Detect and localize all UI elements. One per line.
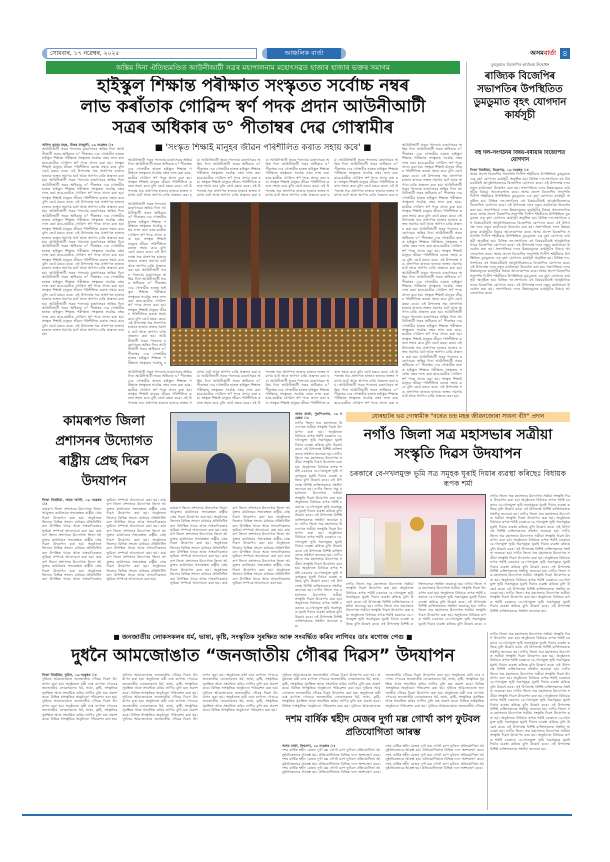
lead-byline: অনিল কুমাৰ মহন্ত, উত্তৰ মাজুলী, ১৬ নৱেম্বৰ ঃ <box>42 143 114 147</box>
right-bottom-text: নগাঁও জিলা সত্ৰ মহাসভাৰ উদ্যোগত সত্ৰীয়া সংস্কৃতি দিৱস উদযাপন কৰা হয়। অনুষ্ঠানত বিধায়ক ৰূপক শৰ্মাই চৰকাৰে বে-দখলমুক্ত ভূমি সত্ৰসমূহক ঘূৰাই দিয়াৰ ব্যৱস্থা কৰিছে বুলি উল্লেখ কৰে। এই উপলক্ষে বিশিষ্ট ব্যক্তিসকলক সম্বৰ্ধনা জনোৱা হয়। নগাঁও জিলা সত্ৰ মহাসভাৰ উদ্যোগত সত্ৰীয়া সংস্কৃতি দিৱস উদযাপন কৰা হয়। অনুষ্ঠানত বিধায়ক ৰূপক শৰ্মাই চৰকাৰে বে-দখলমুক্ত ভূমি সত্ৰসমূহক ঘূৰাই দিয়াৰ ব্যৱস্থা কৰিছে বুলি উল্লেখ কৰে। এই উপলক্ষে বিশিষ্ট ব্যক্তিসকলক সম্বৰ্ধনা জনোৱা হয়। নগাঁও জিলা সত্ৰ মহাসভাৰ উদ্যোগত সত্ৰীয়া সংস্কৃতি দিৱস উদযাপন কৰা হয়। অনুষ্ঠানত বিধায়ক ৰূপক শৰ্মাই চৰকাৰে বে-দখলমুক্ত ভূমি সত্ৰসমূহক ঘূৰাই দিয়াৰ ব্যৱস্থা কৰিছে বুলি উল্লেখ কৰে। এই উপলক্ষে বিশিষ্ট ব্যক্তিসকলক সম্বৰ্ধনা জনোৱা হয়। নগাঁও জিলা সত্ৰ মহাসভাৰ উদ্যোগত সত্ৰীয়া সংস্কৃতি দিৱস উদযাপন কৰা হয়। অনুষ্ঠানত বিধায়ক ৰূপক শৰ্মাই চৰকাৰে বে-দখলমুক্ত ভূমি সত্ৰসমূহক ঘূৰাই দিয়াৰ ব্যৱস্থা কৰিছে বুলি উল্লেখ কৰে। এই উপলক্ষে বিশিষ্ট ব্যক্তিসকলক সম্বৰ্ধনা জনোৱা হয়। নগাঁও জিলা সত্ৰ মহাসভাৰ উদ্যোগত সত্ৰীয়া সংস্কৃতি দিৱস উদযাপন কৰা হয়। অনুষ্ঠানত বিধায়ক ৰূপক শৰ্মাই চৰকাৰে বে-দখলমুক্ত ভূমি সত্ৰসমূহক ঘূৰাই দিয়াৰ ব্যৱস্থা কৰিছে বুলি উল্লেখ কৰে। এই উপলক্ষে বিশিষ্ট ব্যক্তিসকলক সম্বৰ্ধনা জনোৱা হয়। নগাঁও জিলা সত্ৰ মহাসভাৰ উদ্যোগত সত্ৰীয়া সংস্কৃতি দিৱস উদযাপন কৰা হয়। অনুষ্ঠানত বিধায়ক ৰূপক শৰ্মাই চৰকাৰে বে-দখলমুক্ত ভূমি সত্ৰসমূহক ঘূৰাই দিয়াৰ ব্যৱস্থা কৰিছে বুলি উল্লেখ কৰে। এই উপলক্ষে বিশিষ্ট ব্যক্তিসকলক সম্বৰ্ধনা জনোৱা হয়। <box>490 632 570 751</box>
lead-body-col2 <box>128 202 166 366</box>
nagaon-text-lower: নগাঁও জিলা সত্ৰ মহাসভাৰ উদ্যোগত সত্ৰীয়া সংস্কৃতি দিৱস উদযাপন কৰা হয়। অনুষ্ঠানত বিধায়ক ৰূপক শৰ্মাই চৰকাৰে বে-দখলমুক্ত ভূমি সত্ৰসমূহক ঘূৰাই দিয়াৰ ব্যৱস্থা কৰিছে বুলি উল্লেখ কৰে। এই উপলক্ষে বিশিষ্ট ব্যক্তিসকলক সম্বৰ্ধনা জনোৱা হয়। নগাঁও জিলা সত্ৰ মহাসভাৰ উদ্যোগত সত্ৰীয়া সংস্কৃতি দিৱস উদযাপন কৰা হয়। অনুষ্ঠানত বিধায়ক ৰূপক শৰ্মাই চৰকাৰে বে-দখলমুক্ত ভূমি সত্ৰসমূহক ঘূৰাই দিয়াৰ ব্যৱস্থা কৰিছে বুলি উল্লেখ কৰে। এই উপলক্ষে বিশিষ্ট ব্যক্তিসকলক সম্বৰ্ধনা জনোৱা হয়। নগাঁও জিলা সত্ৰ মহাসভাৰ উদ্যোগত সত্ৰীয়া সংস্কৃতি দিৱস উদযাপন কৰা হয়। অনুষ্ঠানত বিধায়ক ৰূপক শৰ্মাই চৰকাৰে বে-দখলমুক্ত ভূমি সত্ৰসমূহক ঘূৰাই দিয়াৰ ব্যৱস্থা কৰিছে বুলি উল্লেখ কৰে। এই উপলক্ষে বিশিষ্ট ব্যক্তিসকলক সম্বৰ্ধনা জনোৱা হয়। নগাঁও জিলা সত্ৰ মহাসভাৰ উদ্যোগত সত্ৰীয়া সংস্কৃতি দিৱস উদযাপন কৰা হয়। অনুষ্ঠানত বিধায়ক ৰূপক শৰ্মাই চৰকাৰে বে-দখলমুক্ত ভূমি সত্ৰসমূহক ঘূৰাই দিয়াৰ ব্যৱস্থা কৰিছে বুলি উল্লেখ কৰে। এ <box>346 582 486 626</box>
page-number: ৪ <box>560 48 570 59</box>
press-day-text-cont: কামৰূপ জিলা প্ৰশাসনৰ উদ্যোগত জিলা আয়ুক্তৰ কাৰ্যালয়ৰ সভাকক্ষত ৰাষ্ট্ৰীয় প্ৰেছ দিৱস উদযাপন কৰা হয়। অনুষ্ঠানত জিলাৰ বিভিন্ন সংবাদ মাধ্যমৰ প্ৰতিনিধিসকল উপস্থিত থাকে আৰু সাংবাদিকতাৰ ভূমিকা সম্পৰ্কে আলোচনা কৰা হয়। কামৰূপ জিলা প্ৰশাসনৰ উদ্যোগত জিলা আয়ুক্তৰ কাৰ্যালয়ৰ সভাকক্ষত ৰাষ্ট্ৰীয় প্ৰেছ দিৱস উদযাপন কৰা হয়। অনুষ্ঠানত জিলাৰ বিভিন্ন সংবাদ মাধ্যমৰ প্ৰতিনিধিসকল উপস্থিত থাকে আৰু সাংবাদিকতাৰ ভূমিকা সম্পৰ্কে আলোচনা কৰা হয়। কামৰূপ জিলা প্ৰশাসনৰ উদ্যোগত জিলা আয়ুক্তৰ কাৰ্যালয়ৰ সভাকক্ষত ৰাষ্ট্ৰীয় প্ৰেছ দিৱস উদযাপন কৰা হয়। অনুষ্ঠানত জিলাৰ বিভিন্ন সংবাদ মাধ্যমৰ প্ৰতিনিধিসকল উপস্থিত থাকে আৰু সাংবাদিকতাৰ ভূমিকা সম্পৰ্কে আলোচনা কৰা হয়। কামৰূপ জিলা প্ৰশাসনৰ উদ্যোগত জিলা আয়ুক্তৰ কাৰ্যালয়ৰ সভাকক্ষত ৰাষ্ট্ৰীয় প্ৰেছ দিৱস উদযাপন কৰা হয়। অনুষ্ঠানত জিলাৰ বিভিন্ন সংবাদ মাধ্যমৰ প্ৰতিনিধিসকল উপস্থিত থাকে আৰু সাংবাদিকতাৰ ভূমিকা সম্পৰ্কে আলোচনা কৰা হয়। কামৰূপ জিলা প্ৰশাসনৰ উদ্যোগত জিলা আয়ুক্তৰ কাৰ্যালয়ৰ সভাকক্ষত ৰাষ্ট্ৰীয় প্ৰেছ দিৱস উদযাপন কৰা হয়। অনুষ্ঠানত জিলাৰ বিভিন্ন সংবাদ মাধ্যমৰ প্ৰতিনিধিসকল উপস্থিত থাকে আৰু সাংবাদিকতাৰ ভূমিকা সম্পৰ্কে আলোচনা কৰা হয়। কামৰূপ জিলা প্ৰশাসনৰ উদ্যোগত জিলা আয়ুক্তৰ কাৰ্যালয়ৰ সভাকক্ষত ৰাষ্ট্ৰীয় প্ৰেছ দিৱস উদযাপন কৰা হয়। অনুষ্ঠানত জিলাৰ বিভিন্ন সংবাদ মাধ্যমৰ প্ৰতিনিধিসকল উপস্থিত থাকে আৰু সাংবাদিকতাৰ ভূমিকা সম্পৰ্কে আলোচনা কৰা হয়। <box>170 506 290 585</box>
right-bottom-body <box>490 632 570 810</box>
lead-photo-lamps <box>170 202 398 366</box>
lead-headline-line3: সত্ৰৰ অধিকাৰ ড° পীতাম্বৰ দেৱ গোস্বামীৰ <box>112 118 394 138</box>
section-label: আঞ্চলিক বাৰ্তা <box>262 48 346 59</box>
award-strip: যোৰহাটৰ ভৱ গোস্বামীক "বৰেত চন্দ্ৰ মহন্ত জীৱনজোৰা সাধনা বঁটা" প্ৰদান <box>346 412 570 422</box>
right-story-byline: নিজা বিষয়ীয়া, ডিব্ৰুগড়, ১৬ নৱেম্বৰ ঃ <box>470 168 529 172</box>
crowd-shape <box>171 298 398 328</box>
lead-body: আউনীআটী সত্ৰৰ পালনাম মহোৎসৱৰ অন্তিম দিনা আউনীআটী সত্ৰৰ অধিকাৰ ড° পীতাম্বৰ দেৱ গোস্বামীৰ হাতত হাইস্কুল শিক্ষান্ত পৰীক্ষাত সংস্কৃতত সৰ্বোচ্চ নম্বৰ লাভ কৰা ছাত্ৰ-ছাত্ৰীক গোৱিন্দ স্বৰ্ণ পদক প্ৰদান কৰা হয়। সংস্কৃত শিক্ষাই মানুহৰ জীৱন পৰিশীলিত কৰাত সহায় কৰে বুলি তেওঁ মন্তব্য কৰে। এই উপলক্ষে সত্ৰ প্ৰাংগণত হাজাৰ হাজাৰ ভক্তৰ সমাগম ঘটে আৰু অগণন চাকি প্ৰজ্বলন কৰা হয়। আউনীআটী সত্ৰৰ পালনাম মহোৎসৱৰ অন্তিম দিনা আউনীআটী সত্ৰৰ অধিকাৰ ড° পীতাম্বৰ দেৱ গোস্বামীৰ হাতত হাইস্কুল শিক্ষান্ত পৰীক্ষাত সংস্কৃতত সৰ্বোচ্চ নম্বৰ লাভ কৰা ছাত্ৰ-ছাত্ৰীক গোৱিন্দ স্বৰ্ণ পদক প্ৰদান কৰা হয়। সংস্কৃত শিক্ষাই মানুহৰ জীৱন পৰিশীলিত কৰাত সহায় কৰে বুলি তেওঁ মন্তব্য কৰে। এই উপলক্ষে সত্ৰ প্ৰাংগণত হাজাৰ হাজাৰ ভক্তৰ সমাগম ঘটে আৰু অগণন চাকি প্ৰজ্বলন কৰা হয়। আউনীআটী সত্ৰৰ পালনাম মহোৎসৱৰ অন্তিম দিনা আউনীআটী সত্ৰৰ অধিকাৰ ড° পীতাম্বৰ দেৱ গোস্বামীৰ হাতত হাইস্কুল শিক্ষান্ত পৰীক্ষাত সংস্কৃতত সৰ্বোচ্চ নম্বৰ লাভ কৰা ছাত্ৰ-ছাত্ৰীক গোৱিন্দ স্বৰ্ণ পদক প্ৰদান কৰা হয়। সংস্কৃত শিক্ষাই মানুহৰ জীৱন পৰিশীলিত কৰাত সহায় কৰে বুলি তেওঁ মন্তব্য কৰে। এই উপলক্ষে সত্ৰ প্ৰাংগণত হাজাৰ হাজাৰ ভক্তৰ সমাগম ঘটে আৰু অগণন চাকি প্ৰজ্বলন কৰা হয়। আউনীআটী সত্ৰৰ পালনাম মহোৎসৱৰ অন্তিম দিনা আউনীআটী সত্ৰৰ অধিকাৰ ড° পীতাম্বৰ দেৱ গোস্বামীৰ হাতত হাইস্কুল শিক্ষান্ত পৰীক্ষাত সংস্কৃতত সৰ্বোচ্চ নম্বৰ লাভ কৰা ছাত্ৰ-ছাত্ৰীক গোৱিন্দ স্বৰ্ণ পদক প্ৰদান কৰা হয়। সংস্কৃত শিক্ষাই মানুহৰ জীৱন পৰিশীলিত কৰাত সহায় কৰে বুলি তেওঁ মন্তব্য কৰে। এই উপলক্ষে সত্ৰ প্ৰাংগণত হাজাৰ হাজাৰ ভক্তৰ সমাগম ঘটে আৰু অগণন চাকি প্ৰজ্বলন কৰা হয়। আউনীআটী সত্ৰৰ পালনাম মহোৎসৱৰ অন্তিম দিনা আউনীআটী সত্ৰৰ অধিকাৰ ড° পীতাম্বৰ দেৱ গোস্বামীৰ হাতত হাইস্কুল শিক্ষান্ত পৰীক্ষাত সংস্কৃতত সৰ্বোচ্চ নম্বৰ লাভ কৰা ছাত্ৰ-ছাত্ৰীক গোৱিন্দ স্বৰ্ণ পদক প্ৰদান কৰা হয়। সংস্কৃত শিক্ষাই মানুহৰ জীৱন পৰিশীলিত কৰাত সহায় কৰে বুলি তেওঁ মন্তব্য কৰে। এই উপলক্ষে সত্ৰ প্ৰাংগণত হাজাৰ হাজাৰ ভক্তৰ সমাগম ঘটে আৰু অগণন চাকি প্ৰজ্বলন কৰা হয়। আউনীআটী সত্ৰৰ পালনাম মহোৎসৱৰ অন্তিম দিনা আউনীআটী সত্ৰৰ অধিকাৰ ড° পীতাম্বৰ দেৱ গোস্বামীৰ হাতত হাইস্কুল শিক্ষান্ত পৰীক্ষাত সংস্কৃতত সৰ্বোচ্চ নম্বৰ লাভ কৰা ছাত্ৰ-ছাত্ৰীক গোৱিন্দ স্বৰ্ণ পদক প্ৰদান কৰা হয়। সংস্কৃত শিক্ষাই মানুহৰ জীৱন পৰিশীলিত কৰাত সহায় কৰে বুলি তেওঁ মন্তব্য কৰে। এই উপলক্ষে সত্ৰ প্ৰাংগণত হাজাৰ হাজাৰ ভক্তৰ সমাগম ঘটে আৰু অগণন চাকি প্ৰজ্বলন কৰা হয়। <box>42 147 124 337</box>
page-header <box>40 48 570 59</box>
lamps-shape <box>171 328 398 366</box>
person-shape <box>385 522 401 575</box>
lead-headline-line2: লাভ কৰাঁতাক গোৱিন্দ স্বৰ্ণ পদক প্ৰদান আউনীআটী <box>80 97 426 117</box>
nagaon-photo <box>346 494 486 578</box>
tribal-body-col4 <box>282 673 484 709</box>
tribal-body <box>42 673 278 810</box>
banner-shape <box>177 421 217 451</box>
nagaon-subheadline: চৰকাৰে বে-দখলমুক্ত ভূমি সত্ৰ সমূহক ঘূৰাই দিয়াৰ ব্যৱস্থা কৰিছেঃ বিধায়ক ৰূপক শৰ্মা <box>349 469 567 488</box>
press-day-body <box>42 498 166 628</box>
masthead-brand <box>530 48 556 59</box>
lead-body-col5-text: আউনীআটী সত্ৰৰ পালনাম মহোৎসৱৰ অন্তিম দিনা আউনীআটী সত্ৰৰ অধিকাৰ ড° পীতাম্বৰ দেৱ গোস্বামীৰ হাতত হাইস্কুল শিক্ষান্ত পৰীক্ষাত সংস্কৃতত সৰ্বোচ্চ নম্বৰ লাভ কৰা ছাত্ৰ-ছাত্ৰীক গোৱিন্দ স্বৰ্ণ পদক প্ৰদান কৰা হয়। সংস্কৃত শিক্ষাই মানুহৰ জীৱন পৰিশীলিত কৰাত সহায় কৰে বুলি তেওঁ মন্তব্য কৰে। এই উপলক্ষে সত্ৰ প্ৰাংগণত হাজাৰ হাজাৰ ভক্তৰ সমাগম ঘটে আৰু অগণন চাকি প্ৰজ্বলন কৰা হয়। আউনীআটী সত্ৰৰ পালনাম মহোৎসৱৰ অন্তিম দিনা আউনীআটী সত্ৰৰ অধিকাৰ ড° পীতাম্বৰ দেৱ গোস্বামীৰ হাতত হাইস্কুল শিক্ষান্ত পৰীক্ষাত সংস্কৃতত সৰ্বোচ্চ নম্বৰ লাভ কৰা ছাত্ৰ-ছাত্ৰীক গোৱিন্দ স্বৰ্ণ পদক প্ৰদান কৰা হয়। সংস্কৃত শিক্ষাই মানুহৰ জীৱন পৰিশীলিত কৰাত সহায় কৰে বুলি তেওঁ মন্তব্য কৰে। এই উপলক্ষে সত্ৰ প্ৰাংগণত হাজাৰ হাজাৰ ভক্তৰ সমাগম ঘটে আৰু অগণন চাকি প্ৰজ্বলন কৰা হয়। আউনীআটী সত্ৰৰ পালনাম মহোৎসৱৰ অন্তিম দিনা আউনীআটী সত্ৰৰ অধিকাৰ ড° পীতাম্বৰ দেৱ গোস্বামীৰ হাতত হাইস্কুল শিক্ষান্ত পৰীক্ষাত সংস্কৃতত সৰ্বোচ্চ নম্বৰ লাভ কৰা ছাত্ৰ-ছাত্ৰীক গোৱিন্দ স্বৰ্ণ পদক প্ৰদান কৰা হয়। সংস্কৃত শিক্ষাই মানুহৰ জীৱন পৰিশীলিত কৰাত সহায় কৰে বুলি তেওঁ মন্তব্য কৰে। এই উপলক্ষে সত্ৰ প্ৰাংগণত হাজাৰ হাজাৰ ভক্তৰ সমাগম ঘটে আৰু অগণন চাকি প্ৰজ্বলন কৰা হয়। আউনীআটী সত্ৰৰ পালনাম মহোৎসৱৰ অন্তিম দিনা আউনীআটী সত্ৰৰ অধিকাৰ ড° পীতাম্বৰ দেৱ গোস্বামীৰ হাতত হাইস্কুল শিক্ষান্ত পৰীক্ষাত সংস্কৃতত সৰ্বোচ্চ নম্বৰ লাভ কৰা ছাত্ৰ-ছাত্ৰীক গোৱিন্দ স্বৰ্ণ পদক প্ৰদান কৰা হয়। সংস্কৃত শিক্ষাই মানুহৰ জীৱন পৰিশীলিত কৰাত সহায় কৰে বুলি তেওঁ মন্তব্য কৰে। এই উপলক্ষে সত্ৰ প্ৰাংগণত হাজাৰ হাজাৰ ভক্তৰ সমাগম ঘটে আৰু অগণন চাকি প্ৰজ্বলন কৰা হয়। আউনীআটী সত্ৰৰ পালনাম মহোৎসৱৰ অন্তিম দিনা আউনীআটী সত্ৰৰ অধিকাৰ ড° পীতাম্বৰ দেৱ গোস্বামীৰ হাতত হাইস্কুল শিক্ষান্ত পৰীক্ষাত সংস্কৃতত সৰ্বোচ্চ নম্বৰ লাভ কৰা ছাত্ৰ-ছাত্ৰীক গোৱিন্দ স্বৰ্ণ পদক প্ৰদান কৰা হয়। সংস্কৃত শিক্ষাই মানুহৰ জীৱন পৰিশীলিত কৰাত সহায় কৰে বুলি তেওঁ মন্তব্য কৰে। এই উপলক্ষে সত্ৰ প্ৰাংগণত হাজাৰ হাজাৰ ভক্তৰ সমাগম ঘটে আৰু অগণন চাকি প্ৰজ্বলন কৰা হয়। আউনীআটী সত্ৰৰ পালনাম মহোৎসৱৰ অন্তিম দিনা আউনীআটী সত্ৰৰ অধিকাৰ ড° পীতাম্বৰ দেৱ গোস্বামীৰ হাতত হাইস্কুল শিক্ষান্ত পৰীক্ষাত সংস্কৃতত সৰ্বোচ্চ নম্বৰ লাভ কৰা ছাত্ৰ-ছাত্ৰীক গোৱিন্দ স্বৰ্ণ পদক প্ৰদান কৰা হয়। সংস্কৃত শিক্ষাই মানুহৰ জীৱন পৰিশীলিত কৰাত সহায় কৰে বুলি তেওঁ মন্তব্য কৰে। এই উপলক্ষে সত্ৰ প্ৰাংগণত হাজাৰ হাজাৰ ভক্তৰ সমাগম ঘটে আৰু অগণন চাকি প্ৰজ্বলন কৰা হয়। <box>402 143 462 399</box>
newspaper-page <box>40 48 570 812</box>
press-day-text: কামৰূপ জিলা প্ৰশাসনৰ উদ্যোগত জিলা আয়ুক্তৰ কাৰ্যালয়ৰ সভাকক্ষত ৰাষ্ট্ৰীয় প্ৰেছ দিৱস উদযাপন কৰা হয়। অনুষ্ঠানত জিলাৰ বিভিন্ন সংবাদ মাধ্যমৰ প্ৰতিনিধিসকল উপস্থিত থাকে আৰু সাংবাদিকতাৰ ভূমিকা সম্পৰ্কে আলোচনা কৰা হয়। কামৰূপ জিলা প্ৰশাসনৰ উদ্যোগত জিলা আয়ুক্তৰ কাৰ্যালয়ৰ সভাকক্ষত ৰাষ্ট্ৰীয় প্ৰেছ দিৱস উদযাপন কৰা হয়। অনুষ্ঠানত জিলাৰ বিভিন্ন সংবাদ মাধ্যমৰ প্ৰতিনিধিসকল উপস্থিত থাকে আৰু সাংবাদিকতাৰ ভূমিকা সম্পৰ্কে আলোচনা কৰা হয়। কামৰূপ জিলা প্ৰশাসনৰ উদ্যোগত জিলা আয়ুক্তৰ কাৰ্যালয়ৰ সভাকক্ষত ৰাষ্ট্ৰীয় প্ৰেছ দিৱস উদযাপন কৰা হয়। অনুষ্ঠানত জিলাৰ বিভিন্ন সংবাদ মাধ্যমৰ প্ৰতিনিধিসকল উপস্থিত থাকে আৰু সাংবাদিকতাৰ ভূমিকা সম্পৰ্কে আলোচনা কৰা হয়। কামৰূপ জিলা প্ৰশাসনৰ উদ্যোগত জিলা আয়ুক্তৰ কাৰ্যালয়ৰ সভাকক্ষত ৰাষ্ট্ৰীয় প্ৰেছ দিৱস উদযাপন কৰা হয়। অনুষ্ঠানত জিলাৰ বিভিন্ন সংবাদ মাধ্যমৰ প্ৰতিনিধিসকল উপস্থিত থাকে আৰু সাংবাদিকতাৰ ভূমিকা সম্পৰ্কে আলোচনা কৰা হয়। কামৰূপ জিলা প্ৰশাসনৰ উদ্যোগত জিলা আয়ুক্তৰ কাৰ্যালয়ৰ সভাকক্ষত ৰাষ্ট্ৰীয় প্ৰেছ দিৱস উদযাপন কৰা হয়। অনুষ্ঠানত জিলাৰ বিভিন্ন সংবাদ মাধ্যমৰ প্ৰতিনিধিসকল উপস্থিত থাকে আৰু সাংবাদিকতাৰ ভূমিকা সম্পৰ্কে আলোচনা কৰা হয়। কামৰূপ জিলা প্ৰশাসনৰ উদ্যোগত জিলা আয়ুক্তৰ কাৰ্যালয়ৰ সভাকক্ষত ৰাষ্ট্ৰীয় প্ৰেছ দিৱস উদযাপন কৰা হয়। অনুষ্ঠানত জিলাৰ বিভিন্ন সংবাদ মাধ্যমৰ প্ৰতিনিধিসকল উপস্থিত থাকে আৰু সাংবাদিকতাৰ ভূমিকা সম্পৰ্কে আলোচনা কৰা হয়। <box>42 498 166 582</box>
lead-body-upper <box>128 158 398 198</box>
press-day-body-cont <box>170 506 290 628</box>
nagaon-body-right <box>490 494 570 628</box>
column-divider <box>487 632 488 810</box>
right-story-kicker: ডুমডুমাত বিজেপিৰ কাৰ্যালয় উদ্বোধন <box>490 62 550 67</box>
press-day-byline: নিজা বিষয়ীয়া, অমৰ আলী, ১৬ নৱেম্বৰ ঃ <box>42 498 102 507</box>
tribal-text: দুধনৈৰ আমজোঙাত জনজাতীয় গৌৰৱ দিৱস উদযাপন কৰা হয়। অনুষ্ঠানত মন্ত্ৰী ডাঃ ৰণোজ পেগুৱে জনজাতীয় লোকসকলৰ ধৰ্ম, ভাষা, কৃষ্টি, সংস্কৃতিক সুৰক্ষিত আৰু সংবৰ্দ্ধিত কৰিব লাগিব বুলি মত প্ৰকাশ কৰে। বিভিন্ন সাংস্কৃতিক অনুষ্ঠানো পৰিৱেশন কৰা হয়। দুধনৈৰ আমজোঙাত জনজাতীয় গৌৰৱ দিৱস উদযাপন কৰা হয়। অনুষ্ঠানত মন্ত্ৰী ডাঃ ৰণোজ পেগুৱে জনজাতীয় লোকসকলৰ ধৰ্ম, ভাষা, কৃষ্টি, সংস্কৃতিক সুৰক্ষিত আৰু সংবৰ্দ্ধিত কৰিব লাগিব বুলি মত প্ৰকাশ কৰে। বিভিন্ন সাংস্কৃতিক অনুষ্ঠানো পৰিৱেশন কৰা হয়। দুধনৈৰ আমজোঙাত জনজাতীয় গৌৰৱ দিৱস উদযাপন কৰা হয়। অনুষ্ঠানত মন্ত্ৰী ডাঃ ৰণোজ পেগুৱে জনজাতীয় লোকসকলৰ ধৰ্ম, ভাষা, কৃষ্টি, সংস্কৃতিক সুৰক্ষিত আৰু সংবৰ্দ্ধিত কৰিব লাগিব বুলি মত প্ৰকাশ কৰে। বিভিন্ন সাংস্কৃতিক অনুষ্ঠানো পৰিৱেশন কৰা হয়। দুধনৈৰ আমজোঙাত জনজাতীয় গৌৰৱ দিৱস উদযাপন কৰা হয়। অনুষ্ঠানত মন্ত্ৰী ডাঃ ৰণোজ পেগুৱে জনজাতীয় লোকসকলৰ ধৰ্ম, ভাষা, কৃষ্টি, সংস্কৃতিক সুৰক্ষিত আৰু সংবৰ্দ্ধিত কৰিব লাগিব বুলি মত প্ৰকাশ কৰে। বিভিন্ন সাংস্কৃতিক অনুষ্ঠানো পৰিৱেশন কৰা হয়। দুধনৈৰ আমজোঙাত জনজাতীয় গৌৰৱ দিৱস উদযাপন কৰা হয়। অনুষ্ঠানত মন্ত্ৰী ডাঃ ৰণোজ পেগুৱে জনজাতীয় লোকসকলৰ ধৰ্ম, ভাষা, কৃষ্টি, সংস্কৃতিক সুৰক্ষিত আৰু সংবৰ্দ্ধিত কৰিব লাগিব বুলি মত প্ৰকাশ কৰে। বিভিন্ন সাংস্কৃতিক অনুষ্ঠানো পৰিৱেশন কৰা হয়। দুধনৈৰ আমজোঙাত জনজাতীয় গৌৰৱ দিৱস উদযাপন কৰা হয়। অনুষ্ঠানত মন্ত্ৰী ডাঃ ৰণোজ পেগুৱে জনজাতীয় লোকসকলৰ ধৰ্ম, ভাষা, কৃষ্টি, সংস্কৃতিক সুৰক্ষিত আৰু সংবৰ্দ্ধিত কৰিব লাগিব বুলি মত প্ৰকাশ কৰে। বিভিন্ন সাংস্কৃতিক অনুষ্ঠানো পৰিৱেশন কৰা হয়। <box>42 673 278 722</box>
right-story-body <box>470 168 570 408</box>
issue-date: সোমবাৰ, ১৭ নৱেম্বৰ, ২০২৫ <box>42 48 257 59</box>
football-body <box>282 744 484 810</box>
footer-rule <box>22 814 572 816</box>
nagaon-body-lower <box>346 582 486 628</box>
lead-body-lower-text: আউনীআটী সত্ৰৰ পালনাম মহোৎসৱৰ অন্তিম দিনা আউনীআটী সত্ৰৰ অধিকাৰ ড° পীতাম্বৰ দেৱ গোস্বামীৰ হাতত হাইস্কুল শিক্ষান্ত পৰীক্ষাত সংস্কৃতত সৰ্বোচ্চ নম্বৰ লাভ কৰা ছাত্ৰ-ছাত্ৰীক গোৱিন্দ স্বৰ্ণ পদক প্ৰদান কৰা হয়। সংস্কৃত শিক্ষাই মানুহৰ জীৱন পৰিশীলিত কৰাত সহায় কৰে বুলি তেওঁ মন্তব্য কৰে। এই উপলক্ষে সত্ৰ প্ৰাংগণত হাজাৰ হাজাৰ ভক্তৰ সমাগম ঘটে আৰু অগণন চাকি প্ৰজ্বলন কৰা হয়। আউনীআটী সত্ৰৰ পালনাম মহোৎসৱৰ অন্তিম দিনা আউনীআটী সত্ৰৰ অধিকাৰ ড° পীতাম্বৰ দেৱ গোস্বামীৰ হাতত হাইস্কুল শিক্ষান্ত পৰীক্ষাত সংস্কৃতত সৰ্বোচ্চ নম্বৰ লাভ কৰা ছাত্ৰ-ছাত্ৰীক গোৱিন্দ স্বৰ্ণ পদক প্ৰদান কৰা হয়। সংস্কৃত শিক্ষাই মানুহৰ জীৱন পৰিশীলিত কৰাত সহায় কৰে বুলি তেওঁ মন্তব্য কৰে। এই উপলক্ষে সত্ৰ প্ৰাংগণত হাজাৰ হাজাৰ ভক্তৰ সমাগম ঘটে আৰু অগণন চাকি প্ৰজ্বলন কৰা হয়। আউনীআটী সত্ৰৰ পালনাম মহোৎসৱৰ অন্তিম দিনা আউনীআটী সত্ৰৰ অধিকাৰ ড° পীতাম্বৰ দেৱ গোস্বামীৰ হাতত হাইস্কুল শিক্ষান্ত পৰীক্ষাত সংস্কৃতত সৰ্বোচ্চ নম্বৰ লাভ কৰা ছাত্ৰ-ছাত্ৰীক গোৱিন্দ স্বৰ্ণ পদক প্ৰদান কৰা হয়। সংস্কৃত শিক্ষাই মানুহৰ জীৱন পৰিশীলিত কৰাত সহায় কৰে বুলি তেওঁ মন্তব্য কৰে। এই উপলক্ষে সত্ৰ প্ৰাংগণত হাজাৰ হাজাৰ ভক্তৰ সমাগম ঘটে আৰু অগণন চাকি প্ৰজ্বলন কৰা হয়। আউনীআটী সত্ৰৰ পালনাম মহোৎসৱৰ অন্তিম দিনা আউনীআটী সত্ৰৰ অধিকাৰ ড° পীতাম্বৰ দেৱ গোস্বামীৰ হাতত হাইস্কুল শিক্ষান্ত পৰীক্ষাত সংস্কৃতত সৰ্বোচ্চ নম্বৰ লাভ কৰা ছাত্ৰ-ছাত্ৰীক গোৱিন্দ স্বৰ্ণ পদক প্ৰদান কৰা হ <box>128 370 398 405</box>
person-shape <box>457 519 475 575</box>
brand-part1: অসম <box>530 49 544 57</box>
lead-body-lower <box>128 370 398 406</box>
lead-headline <box>46 76 460 140</box>
award-shape <box>410 517 424 531</box>
award-story-body <box>295 412 342 628</box>
right-story-headline: ৰাজ্যিক বিজেপিৰ সভাপতিৰ উপস্থিতিত ডুমডুমাত বৃহৎ যোগদান কাৰ্যসূচী <box>473 71 567 121</box>
tribal-byline: নিজা বিষয়ীয়া, দুধনৈ, ১৬ নৱেম্বৰ ঃ <box>42 673 97 677</box>
person-shape <box>359 517 375 575</box>
football-byline: অসম বাৰ্তা, বিশ্বনাথ, ১৬ নৱেম্বৰ ঃ <box>282 744 336 748</box>
award-story-text: নগাঁও জিলা সত্ৰ মহাসভাৰ উদ্যোগত সত্ৰীয়া সংস্কৃতি দিৱস উদযাপন কৰা হয়। অনুষ্ঠানত বিধায়ক ৰূপক শৰ্মাই চৰকাৰে বে-দখলমুক্ত ভূমি সত্ৰসমূহক ঘূৰাই দিয়াৰ ব্যৱস্থা কৰিছে বুলি উল্লেখ কৰে। এই উপলক্ষে বিশিষ্ট ব্যক্তিসকলক সম্বৰ্ধনা জনোৱা হয়। নগাঁও জিলা সত্ৰ মহাসভাৰ উদ্যোগত সত্ৰীয়া সংস্কৃতি দিৱস উদযাপন কৰা হয়। অনুষ্ঠানত বিধায়ক ৰূপক শৰ্মাই চৰকাৰে বে-দখলমুক্ত ভূমি সত্ৰসমূহক ঘূৰাই দিয়াৰ ব্যৱস্থা কৰিছে বুলি উল্লেখ কৰে। এই উপলক্ষে বিশিষ্ট ব্যক্তিসকলক সম্বৰ্ধনা জনোৱা হয়। নগাঁও জিলা সত্ৰ মহাসভাৰ উদ্যোগত সত্ৰীয়া সংস্কৃতি দিৱস উদযাপন কৰা হয়। অনুষ্ঠানত বিধায়ক ৰূপক শৰ্মাই চৰকাৰে বে-দখলমুক্ত ভূমি সত্ৰসমূহক ঘূৰাই দিয়াৰ ব্যৱস্থা কৰিছে বুলি উল্লেখ কৰে। এই উপলক্ষে বিশিষ্ট ব্যক্তিসকলক সম্বৰ্ধনা জনোৱা হয়। নগাঁও জিলা সত্ৰ মহাসভাৰ উদ্যোগত সত্ৰীয়া সংস্কৃতি দিৱস উদযাপন কৰা হয়। অনুষ্ঠানত বিধায়ক ৰূপক শৰ্মাই চৰকাৰে বে-দখলমুক্ত ভূমি সত্ৰসমূহক ঘূৰাই দিয়াৰ ব্যৱস্থা কৰিছে বুলি উল্লেখ কৰে। এই উপলক্ষে বিশিষ্ট ব্যক্তিসকলক সম্বৰ্ধনা জনোৱা হয়। নগাঁও জিলা সত্ৰ মহাসভাৰ উদ্যোগত সত্ৰীয়া সংস্কৃতি দিৱস উদযাপন কৰা হয়। অনুষ্ঠানত বিধায়ক ৰূপক শৰ্মাই চৰকাৰে বে-দখলমুক্ত ভূমি সত্ৰসমূহক ঘূৰাই দিয়াৰ ব্যৱস্থা কৰিছে বুলি উল্লেখ কৰে। এই উপলক্ষে বিশিষ্ট ব্যক্তিসকলক সম্বৰ্ধনা জনোৱা হয়। নগাঁও জিলা সত্ৰ মহাসভাৰ উদ্যোগত সত্ৰীয়া সংস্কৃতি দিৱস উদযাপন কৰা হয়। অনুষ্ঠানত বিধায়ক ৰূপক শৰ্মাই চৰকাৰে বে-দখলমুক্ত ভূমি সত্ৰসমূহক ঘূৰাই দিয়াৰ ব্যৱস্থা কৰিছে বুলি উল্লেখ কৰে। এই উপলক্ষে বিশিষ্ট ব্যক্তিসকলক সম্বৰ্ধনা জনোৱা হয়। <box>295 420 342 628</box>
lead-subheadline: ■ 'সংস্কৃত শিক্ষাই মানুহৰ জীৱন পৰিশীলিত কৰাত সহায় কৰে' ■ <box>154 143 372 153</box>
lead-body-col1 <box>42 143 124 406</box>
brand-part2: বাৰ্তা <box>543 49 556 57</box>
person-shape <box>431 525 447 575</box>
lead-body-col2-text: আউনীআটী সত্ৰৰ পালনাম মহোৎসৱৰ অন্তিম দিনা আউনীআটী সত্ৰৰ অধিকাৰ ড° পীতাম্বৰ দেৱ গোস্বামীৰ হাতত হাইস্কুল শিক্ষান্ত পৰীক্ষাত সংস্কৃতত সৰ্বোচ্চ নম্বৰ লাভ কৰা ছাত্ৰ-ছাত্ৰীক গোৱিন্দ স্বৰ্ণ পদক প্ৰদান কৰা হয়। সংস্কৃত শিক্ষাই মানুহৰ জীৱন পৰিশীলিত কৰাত সহায় কৰে বুলি তেওঁ মন্তব্য কৰে। এই উপলক্ষে সত্ৰ প্ৰাংগণত হাজাৰ হাজাৰ ভক্তৰ সমাগম ঘটে আৰু অগণন চাকি প্ৰজ্বলন কৰা হয়। আউনীআটী সত্ৰৰ পালনাম মহোৎসৱৰ অন্তিম দিনা আউনীআটী সত্ৰৰ অধিকাৰ ড° পীতাম্বৰ দেৱ গোস্বামীৰ হাতত হাইস্কুল শিক্ষান্ত পৰীক্ষাত সংস্কৃতত সৰ্বোচ্চ নম্বৰ লাভ কৰা ছাত্ৰ-ছাত্ৰীক গোৱিন্দ স্বৰ্ণ পদক প্ৰদান কৰা হয়। সংস্কৃত শিক্ষাই মানুহৰ জীৱন পৰিশীলিত কৰাত সহায় কৰে বুলি তেওঁ মন্তব্য কৰে। এই উপলক্ষে সত্ৰ প্ৰাংগণত হাজাৰ হাজাৰ ভক্তৰ সমাগম ঘটে আৰু অগণন চাকি প্ৰজ্বলন কৰা হয়। আউনীআটী সত্ৰৰ পালনাম মহোৎসৱৰ অন্তিম দিনা আউনীআটী সত্ৰৰ অধিকাৰ ড° পীতাম্বৰ দেৱ গোস্বামীৰ হাতত হাইস্কুল শিক্ষান্ত পৰীক্ষাত সংস্কৃতত সৰ্বোচ্চ ন <box>128 202 166 365</box>
lead-headline-line1: হাইস্কুল শিক্ষান্ত পৰীক্ষাত সংস্কৃতত সৰ্বোচ্চ নম্বৰ <box>96 76 410 96</box>
football-headline: দশম বাৰ্ষিক শ্বহীদ মেজৰ দুৰ্গা মল্ল গোৰ্খা কাপ ফুটবল প্ৰতিযোগিতা আৰম্ভ <box>285 714 481 738</box>
nagaon-headline: নগাঁও জিলা সত্ৰ মহাসভাৰ সত্ৰীয়া সংস্কৃতি দিৱস উদযাপন <box>363 427 553 462</box>
tribal-text-col4: দুধনৈৰ আমজোঙাত জনজাতীয় গৌৰৱ দিৱস উদযাপন কৰা হয়। অনুষ্ঠানত মন্ত্ৰী ডাঃ ৰণোজ পেগুৱে জনজাতীয় লোকসকলৰ ধৰ্ম, ভাষা, কৃষ্টি, সংস্কৃতিক সুৰক্ষিত আৰু সংবৰ্দ্ধিত কৰিব লাগিব বুলি মত প্ৰকাশ কৰে। বিভিন্ন সাংস্কৃতিক অনুষ্ঠানো পৰিৱেশন কৰা হয়। দুধনৈৰ আমজোঙাত জনজাতীয় গৌৰৱ দিৱস উদযাপন কৰা হয়। অনুষ্ঠানত মন্ত্ৰী ডাঃ ৰণোজ পেগুৱে জনজাতীয় লোকসকলৰ ধৰ্ম, ভাষা, কৃষ্টি, সংস্কৃতিক সুৰক্ষিত আৰু সংবৰ্দ্ধিত কৰিব লাগিব বুলি মত প্ৰকাশ কৰে। বিভিন্ন সাংস্কৃতিক অনুষ্ঠানো পৰিৱেশন কৰা হয়। দুধনৈৰ আমজোঙাত জনজাতীয় গৌৰৱ দিৱস উদযাপন কৰা হয়। অনুষ্ঠানত মন্ত্ৰী ডাঃ ৰণোজ পেগুৱে জনজাতীয় লোকসকলৰ ধৰ্ম, ভাষা, কৃষ্টি, সংস্কৃতিক সুৰক্ষিত আৰু সংবৰ্দ্ধিত কৰিব লাগিব বুলি মত প্ৰকাশ কৰে। বিভিন্ন সাংস্কৃতিক অনুষ্ঠানো পৰিৱেশন কৰা হয়। দুধনৈৰ আমজোঙাত জনজাতীয় গৌৰৱ দিৱস উদযাপন কৰা হয়। অনুষ্ঠানত মন্ত্ৰী ডাঃ ৰণোজ পেগুৱে জনজাতীয় লোকসকলৰ ধৰ্ম, ভাষা, কৃষ্টি, সংস্কৃতিক সুৰক্ষিত আৰু সংবৰ্দ্ধিত কৰিব লাগিব বুলি মত প্ৰকাশ কৰে। বিভিন্ন সাংস্কৃতিক অনুষ্ঠানো পৰিৱেশন কৰা হয়। দুধনৈৰ আমজোঙাত জনজাতীয় গৌৰৱ <box>282 673 484 708</box>
nagaon-byline: অসম বাৰ্তা, পুৰণিগুদাম, ১৬ নৱেম্বৰ ঃ <box>295 412 342 421</box>
lead-body-cont: আউনীআটী সত্ৰৰ পালনাম মহোৎসৱৰ অন্তিম দিনা আউনীআটী সত্ৰৰ অধিকাৰ ড° পীতাম্বৰ দেৱ গোস্বামীৰ হাতত হাইস্কুল শিক্ষান্ত পৰীক্ষাত সংস্কৃতত সৰ্বোচ্চ নম্বৰ লাভ কৰা ছাত্ৰ-ছাত্ৰীক গোৱিন্দ স্বৰ্ণ পদক প্ৰদান কৰা হয়। সংস্কৃত শিক্ষাই মানুহৰ জীৱন পৰিশীলিত কৰাত সহায় কৰে বুলি তেওঁ মন্তব্য কৰে। এই উপলক্ষে সত্ৰ প্ৰাংগণত হাজাৰ হাজাৰ ভক্তৰ সমাগম ঘটে আৰু অগণন চাকি প্ৰজ্বলন কৰা হয়। আউনীআটী সত্ৰৰ পালনাম মহোৎসৱৰ অন্তিম দিনা আউনীআটী সত্ৰৰ অধিকাৰ ড° পীতাম্বৰ দেৱ গোস্বামীৰ হাতত হাইস্কুল শিক্ষান্ত পৰীক্ষাত সংস্কৃতত সৰ্বোচ্চ নম্বৰ লাভ কৰা ছাত্ৰ-ছাত্ৰীক গোৱিন্দ স্বৰ্ণ পদক প্ৰদান কৰা হয়। সংস্কৃত শিক্ষাই মানুহৰ জীৱন পৰিশীলিত কৰাত সহায় কৰে বুলি তেওঁ মন্তব্য কৰে। এই উপলক্ষে সত্ৰ প্ৰাংগণত হাজাৰ হাজাৰ ভক্তৰ সমাগম ঘটে আৰু অগণন চাকি প্ৰজ্বলন কৰা হয়। আউনীআটী সত্ৰৰ পালনাম মহোৎসৱৰ অন্তিম দিনা আউনীআটী সত্ৰৰ অধিকাৰ ড° পীতাম্বৰ দেৱ গোস্বামীৰ হাতত হাইস্কুল শিক্ষান্ত পৰীক্ষাত সংস্কৃতত সৰ্বোচ্চ নম্বৰ লাভ কৰা ছাত্ৰ-ছাত্ৰীক গোৱিন্দ স্বৰ্ণ পদক প্ৰদান কৰা হয়। সংস্কৃত শিক্ষাই মানুহৰ জীৱন পৰিশীলিত কৰাত সহায় কৰে বুলি তেওঁ মন্তব্য কৰে। এই উপলক্ষে সত্ৰ প্ৰাংগণত হাজাৰ হাজাৰ ভক্তৰ সমাগম ঘটে আৰু অগণন চাকি প্ৰজ্বলন কৰা হয়। আউনীআটী সত্ৰৰ পালনাম মহোৎসৱৰ অন্তিম দিনা আউনীআটী সত্ৰৰ অধিকাৰ ড° পীতাম্বৰ দেৱ গোস্বামীৰ হাতত হাইস্কুল শিক্ষান্ত পৰীক্ষাত সংস্কৃতত সৰ্বোচ্চ নম্বৰ লাভ কৰা ছাত্ৰ-ছাত্ৰীক গোৱিন্দ স্বৰ্ণ পদক প্ৰদান কৰা হয়। সংস্কৃত শিক্ষাই মানুহৰ জীৱন পৰিশীলিত কৰাত সহায় কৰে বুলি তেওঁ মন্তব্য কৰে। এই উপলক্ষে সত্ৰ প্ৰাংগণত হাজাৰ হাজাৰ ভক্তৰ সমাগম ঘটে আৰু অগণন চাকি প্ৰজ্বলন কৰা হ <box>128 158 398 198</box>
football-text: দশম বাৰ্ষিক শ্বহীদ মেজৰ দুৰ্গা মল্ল গোৰ্খা কাপ ফুটবল প্ৰতিযোগিতা আনুষ্ঠানিকভাৱে আৰম্ভ হয়। প্ৰতিযোগিতাত বিভিন্ন দলে অংশগ্ৰহণ কৰে। দশম বাৰ্ষিক শ্বহীদ মেজৰ দুৰ্গা মল্ল গোৰ্খা কাপ ফুটবল প্ৰতিযোগিতা আনুষ্ঠানিকভাৱে আৰম্ভ হয়। প্ৰতিযোগিতাত বিভিন্ন দলে অংশগ্ৰহণ কৰে। দশম বাৰ্ষিক শ্বহীদ মেজৰ দুৰ্গা মল্ল গোৰ্খা কাপ ফুটবল প্ৰতিযোগিতা আনুষ্ঠানিকভাৱে আৰম্ভ হয়। প্ৰতিযোগিতাত বিভিন্ন দলে অংশগ্ৰহণ কৰে। দশম বাৰ্ষিক শ্বহীদ মেজৰ দুৰ্গা মল্ল গোৰ্খা কাপ ফুটবল প্ৰতিযোগিতা আনুষ্ঠানিকভাৱে আৰম্ভ হয়। প্ৰতিযোগিতাত বিভিন্ন দলে অংশগ্ৰহণ কৰে। দশম বাৰ্ষিক শ্বহীদ মেজৰ দুৰ্গা মল্ল গোৰ্খা কাপ ফুটবল প্ৰতিযোগিতা আনুষ্ঠানিকভাৱে আৰম্ভ হয়। প্ৰতিযোগিতাত বিভিন্ন দলে অংশগ্ৰহণ কৰে। দশম বাৰ্ষিক শ্বহীদ মেজৰ দুৰ্গা মল্ল গোৰ্খা কাপ ফুটবল প্ৰতিযোগিতা আনুষ্ঠানিকভাৱে আৰম্ভ হয়। প্ৰতিযোগিতাত বিভিন্ন দলে অংশগ্ৰহণ কৰে। <box>282 744 484 775</box>
right-story-text: অসম প্ৰদেশ বিজেপিৰ সভাপতি দিলীপ শইকীয়াৰ উপস্থিতিত ডুমডুমাত এক বৃহৎ যোগদান কাৰ্যসূচী অনুষ্ঠিত হয়। বিভিন্ন দল-সংগঠনৰ বহু বিষয়ববীয়াই আনুষ্ঠানিকভাৱে বিজেপিত যোগদান কৰে। এই উপলক্ষে দলৰ নতুন কাৰ্যালয়ো উদ্বোধন কৰা হয়। সভাপতিয়ে দলৰ উন্নয়নমূলক কাৰ্যসূচীৰ বিষয়ে আলোকপাত কৰে। অসম প্ৰদেশ বিজেপিৰ সভাপতি দিলীপ শইকীয়াৰ উপস্থিতিত ডুমডুমাত এক বৃহৎ যোগদান কাৰ্যসূচী অনুষ্ঠিত হয়। বিভিন্ন দল-সংগঠনৰ বহু বিষয়ববীয়াই আনুষ্ঠানিকভাৱে বিজেপিত যোগদান কৰে। এই উপলক্ষে দলৰ নতুন কাৰ্যালয়ো উদ্বোধন কৰা হয়। সভাপতিয়ে দলৰ উন্নয়নমূলক কাৰ্যসূচীৰ বিষয়ে আলোকপাত কৰে। অসম প্ৰদেশ বিজেপিৰ সভাপতি দিলীপ শইকীয়াৰ উপস্থিতিত ডুমডুমাত এক বৃহৎ যোগদান কাৰ্যসূচী অনুষ্ঠিত হয়। বিভিন্ন দল-সংগঠনৰ বহু বিষয়ববীয়াই আনুষ্ঠানিকভাৱে বিজেপিত যোগদান কৰে। এই উপলক্ষে দলৰ নতুন কাৰ্যালয়ো উদ্বোধন কৰা হয়। সভাপতিয়ে দলৰ উন্নয়নমূলক কাৰ্যসূচীৰ বিষয়ে আলোকপাত কৰে। অসম প্ৰদেশ বিজেপিৰ সভাপতি দিলীপ শইকীয়াৰ উপস্থিতিত ডুমডুমাত এক বৃহৎ যোগদান কাৰ্যসূচী অনুষ্ঠিত হয়। বিভিন্ন দল-সংগঠনৰ বহু বিষয়ববীয়াই আনুষ্ঠানিকভাৱে বিজেপিত যোগদান কৰে। এই উপলক্ষে দলৰ নতুন কাৰ্যালয়ো উদ্বোধন কৰা হয়। সভাপতিয়ে দলৰ উন্নয়নমূলক কাৰ্যসূচীৰ বিষয়ে আলোকপাত কৰে। অসম প্ৰদেশ বিজেপিৰ সভাপতি দিলীপ শইকীয়াৰ উপস্থিতিত ডুমডুমাত এক বৃহৎ যোগদান কাৰ্যসূচী অনুষ্ঠিত হয়। বিভিন্ন দল-সংগঠনৰ বহু বিষয়ববীয়াই আনুষ্ঠানিকভাৱে বিজেপিত যোগদান কৰে। এই উপলক্ষে দলৰ নতুন কাৰ্যালয়ো উদ্বোধন কৰা হয়। সভাপতিয়ে দলৰ উন্নয়নমূলক কাৰ্যসূচীৰ বিষয়ে আলোকপাত কৰে। অসম প্ৰদেশ বিজেপিৰ সভাপতি দিলীপ শইকীয়াৰ উপস্থিতিত ডুমডুমাত এক বৃহৎ যোগদান কাৰ্যসূচী অনুষ্ঠিত হয়। বিভিন্ন দল-সংগঠনৰ বহু বিষয়ববীয়াই আনুষ্ঠানিকভাৱে বিজেপিত যোগদান কৰে। এই উপলক্ষে দলৰ নতুন কাৰ্যালয়ো উদ্বোধন কৰা হয়। সভাপতিয়ে দলৰ উন্নয়নমূলক কাৰ্যসূচীৰ বিষয়ে আলোকপাত কৰে। <box>470 172 570 296</box>
lead-banner: অন্তিম দিনা ঐতিহ্যমণ্ডিত আউনীআটী সত্ৰৰ মহাপালনাম মহোৎসৱত হাজাৰ হাজাৰ ভক্তৰ সমাগম <box>46 61 460 74</box>
right-story-subheadline: বহু দল-সংগঠনৰ বিষয়-বৰীয়াৰ বিজেপিত যোগদান <box>474 150 566 163</box>
nagaon-text-right: নগাঁও জিলা সত্ৰ মহাসভাৰ উদ্যোগত সত্ৰীয়া সংস্কৃতি দিৱস উদযাপন কৰা হয়। অনুষ্ঠানত বিধায়ক ৰূপক শৰ্মাই চৰকাৰে বে-দখলমুক্ত ভূমি সত্ৰসমূহক ঘূৰাই দিয়াৰ ব্যৱস্থা কৰিছে বুলি উল্লেখ কৰে। এই উপলক্ষে বিশিষ্ট ব্যক্তিসকলক সম্বৰ্ধনা জনোৱা হয়। নগাঁও জিলা সত্ৰ মহাসভাৰ উদ্যোগত সত্ৰীয়া সংস্কৃতি দিৱস উদযাপন কৰা হয়। অনুষ্ঠানত বিধায়ক ৰূপক শৰ্মাই চৰকাৰে বে-দখলমুক্ত ভূমি সত্ৰসমূহক ঘূৰাই দিয়াৰ ব্যৱস্থা কৰিছে বুলি উল্লেখ কৰে। এই উপলক্ষে বিশিষ্ট ব্যক্তিসকলক সম্বৰ্ধনা জনোৱা হয়। নগাঁও জিলা সত্ৰ মহাসভাৰ উদ্যোগত সত্ৰীয়া সংস্কৃতি দিৱস উদযাপন কৰা হয়। অনুষ্ঠানত বিধায়ক ৰূপক শৰ্মাই চৰকাৰে বে-দখলমুক্ত ভূমি সত্ৰসমূহক ঘূৰাই দিয়াৰ ব্যৱস্থা কৰিছে বুলি উল্লেখ কৰে। এই উপলক্ষে বিশিষ্ট ব্যক্তিসকলক সম্বৰ্ধনা জনোৱা হয়। নগাঁও জিলা সত্ৰ মহাসভাৰ উদ্যোগত সত্ৰীয়া সংস্কৃতি দিৱস উদযাপন কৰা হয়। অনুষ্ঠানত বিধায়ক ৰূপক শৰ্মাই চৰকাৰে বে-দখলমুক্ত ভূমি সত্ৰসমূহক ঘূৰাই দিয়াৰ ব্যৱস্থা কৰিছে বুলি উল্লেখ কৰে। এই উপলক্ষে বিশিষ্ট ব্যক্তিসকলক সম্বৰ্ধনা জনোৱা হয়। নগাঁও জিলা সত্ৰ মহাসভাৰ উদ্যোগত সত্ৰীয়া সংস্কৃতি দিৱস উদযাপন কৰা হয়। অনুষ্ঠানত বিধায়ক ৰূপক শৰ্মাই চৰকাৰে বে-দখলমুক্ত ভূমি সত্ৰসমূহক ঘূৰাই দিয়াৰ ব্যৱস্থা কৰিছে বুলি উল্লেখ কৰে। এই উপলক্ষে বিশিষ্ট ব্যক্তিসকলক সম্বৰ্ধনা জনোৱা হয়। নগাঁও জিলা সত্ৰ মহাসভাৰ উদ্যোগত সত্ৰীয়া সংস্কৃতি দিৱস উদযাপন কৰা হয়। অনুষ্ঠানত বিধায়ক ৰূপক শৰ্মাই চৰকাৰে বে-দখলমুক্ত ভূমি সত্ৰসমূহক ঘূৰাই দিয়াৰ ব্যৱস্থা কৰিছে বুলি উল্লেখ কৰে। এই উপলক্ষে বিশিষ্ট ব্যক্তিসকলক সম্বৰ্ধনা জনোৱা হয়। <box>490 494 570 613</box>
column-divider <box>466 62 467 412</box>
tribal-headline: দুধনৈ আমজোঙাত “জনজাতীয় গৌৰৱ দিৱস” উদযাপন <box>71 646 455 666</box>
lead-body-col5 <box>402 143 462 406</box>
table-shape <box>171 483 290 502</box>
tribal-kicker: ■ জনজাতীয় লোকসকলৰ ধৰ্ম, ভাষা, কৃষ্টি, সংস্কৃতিক সুৰক্ষিত আৰু সংবৰ্দ্ধিত কৰিব লাগিবঃ ডাঃ ৰণোজ পেগু ■ <box>113 633 413 641</box>
press-day-headline: কামৰূপত জিলা প্ৰশাসনৰ উদ্যোগত ৰাষ্ট্ৰীয় প্ৰেছ দিৱস উদযাপন <box>55 414 153 489</box>
press-day-photo <box>170 412 290 502</box>
